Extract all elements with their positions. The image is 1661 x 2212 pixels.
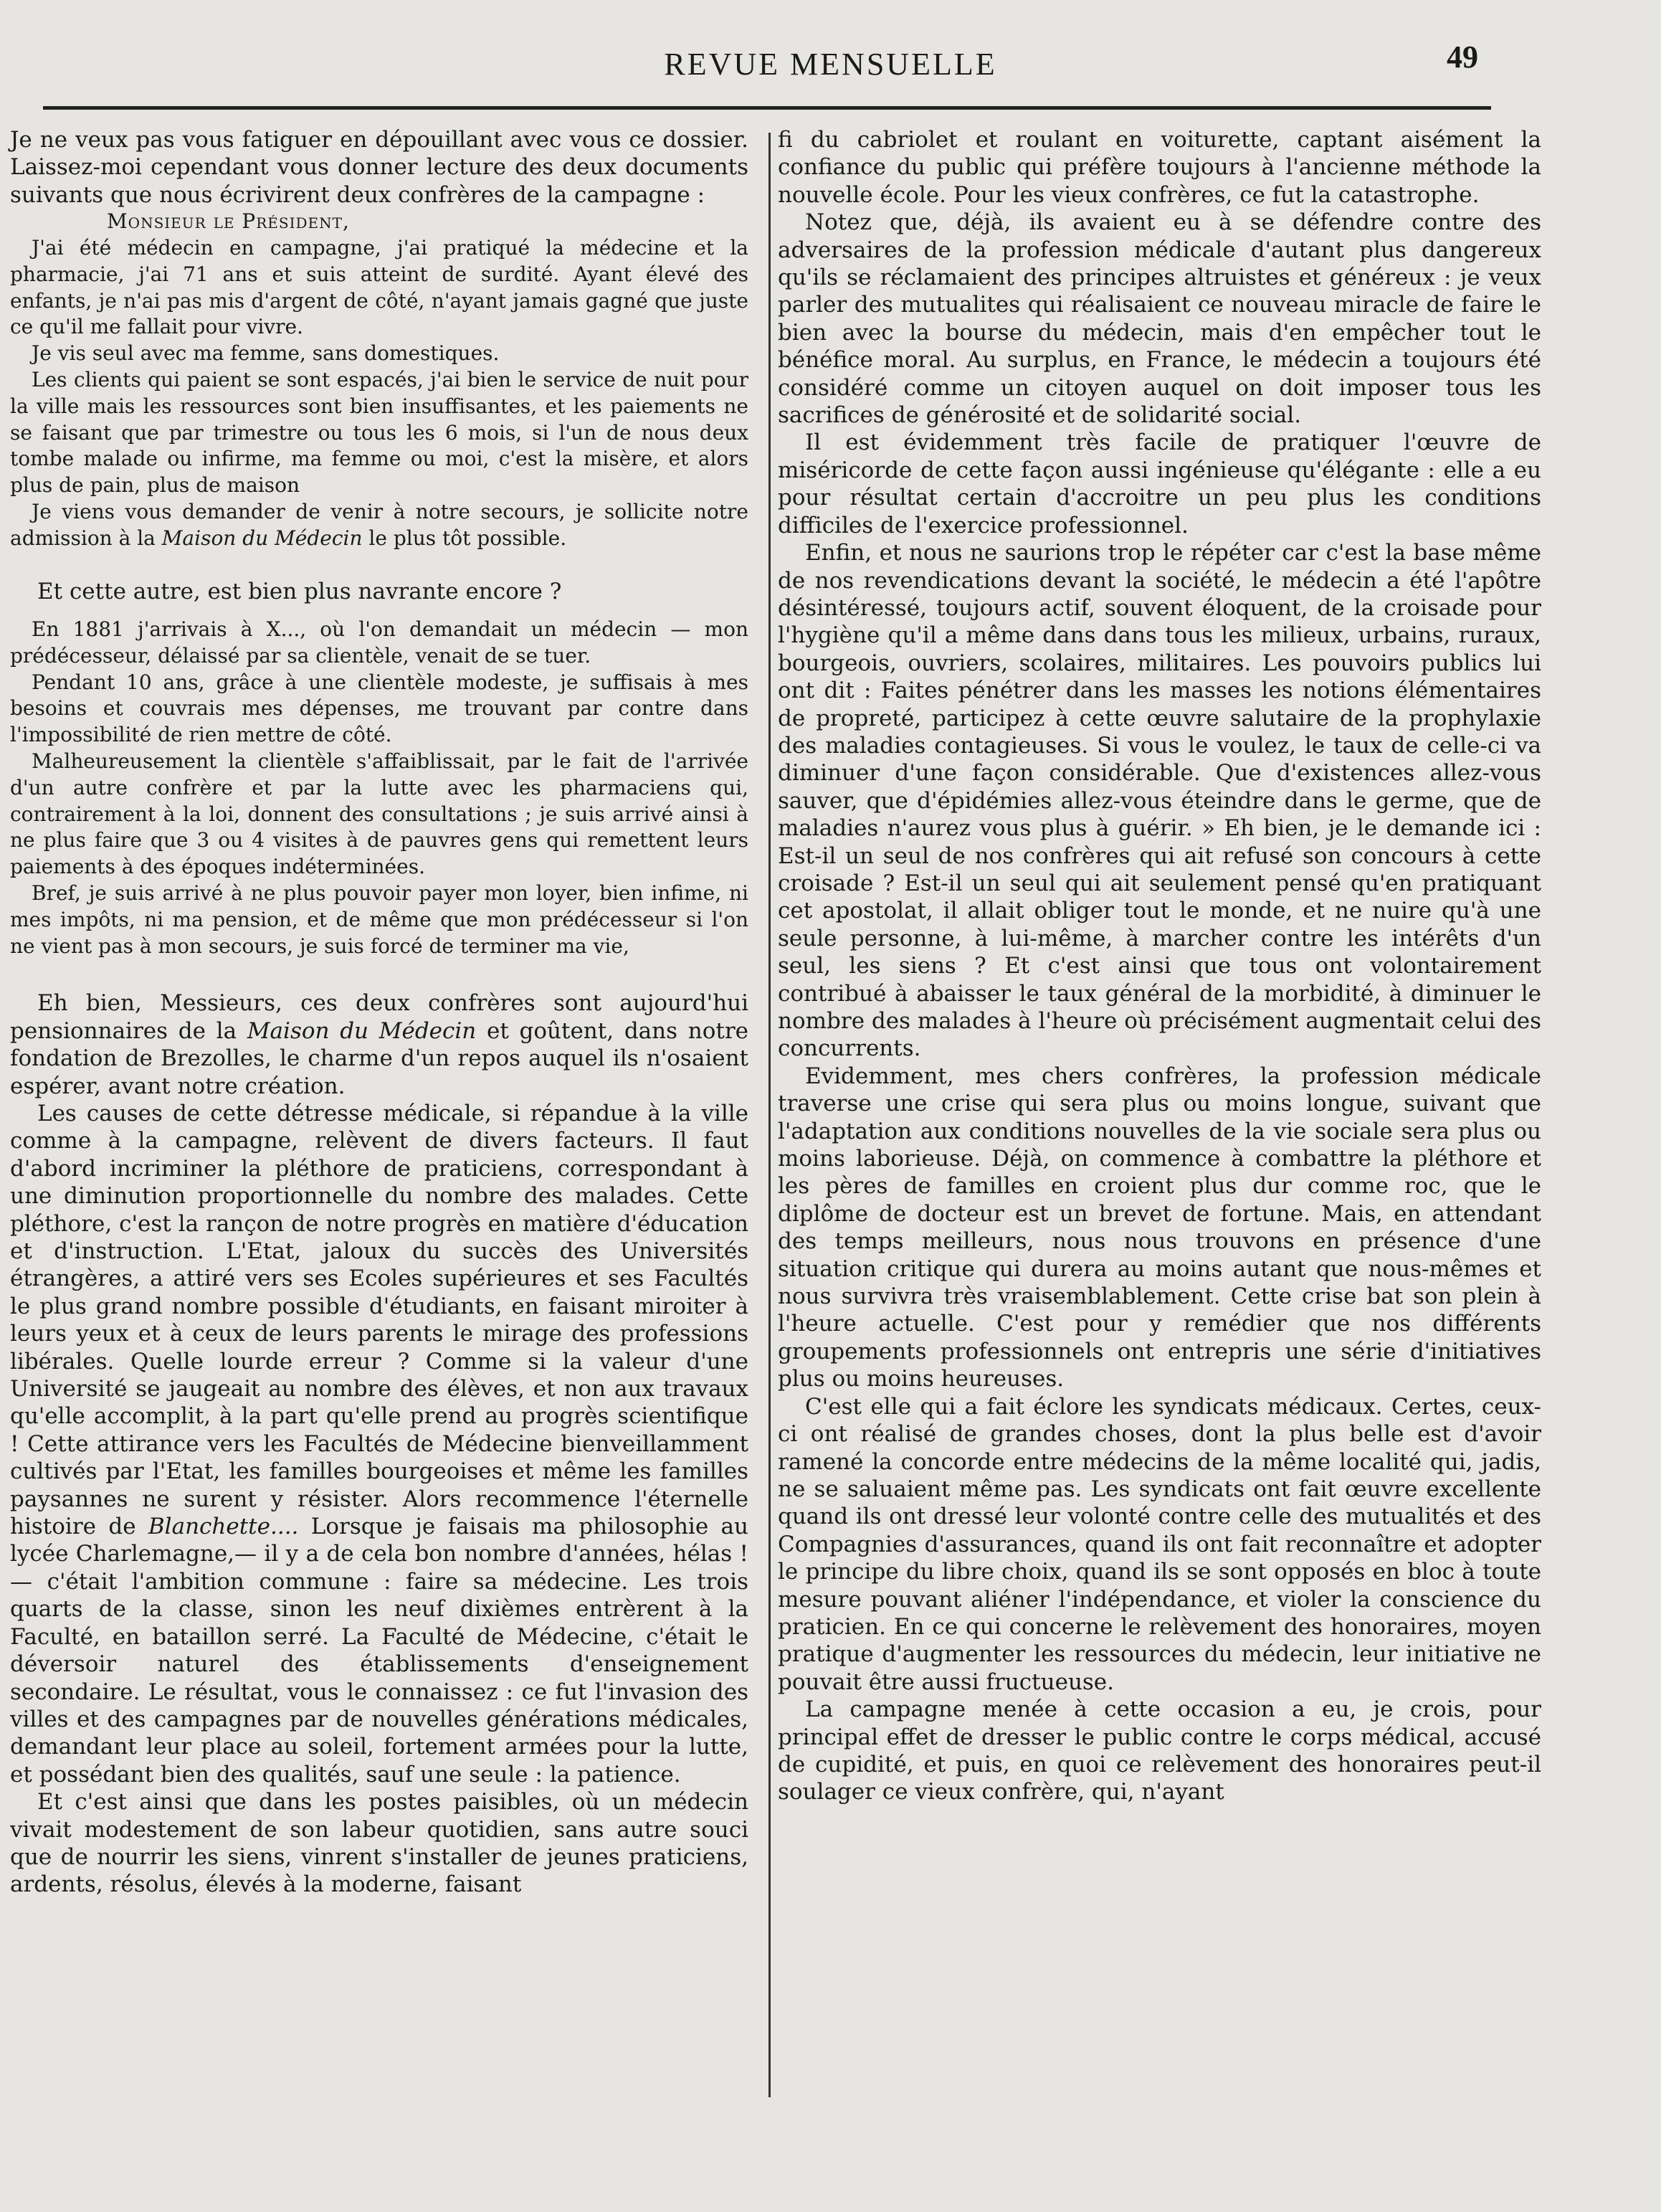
italic-title: Maison du Médecin [161, 526, 363, 550]
body-paragraph: C'est elle qui a fait éclore les syndicats médicaux. Certes, ceux-ci ont réalisé de grandes choses, dont la plus belle est d'avoir ramené la concorde entre médecins de la même localité qui, jadis, ne se saluaient même pas. Les syndicats ont fait œuvre excellente quand ils ont dressé leur volonté contre celle des mutualités et des Compagnies d'assurances, quand ils ont fait reconnaître et adopter le principe du libre choix, quand ils se sont opposés en bloc à toute mesure pouvant aliéner l'indépendance, et violer la conscience du praticien. En ce qui concerne le relèvement des honoraires, moyen pratique d'augmenter les ressources du médecin, leur initiative ne pouvait être aussi fructueuse. [778, 1393, 1541, 1695]
column-divider [768, 133, 771, 2097]
left-column [10, 126, 748, 1899]
page-number: 49 [1447, 39, 1478, 75]
letter-second [10, 617, 748, 959]
letter-paragraph: Je vis seul avec ma femme, sans domestiques. [32, 341, 500, 366]
header-rule [43, 106, 1491, 110]
body-paragraph [10, 989, 748, 1100]
right-column [778, 126, 1541, 1806]
letter-paragraph: Bref, je suis arrivé à ne plus pouvoir payer mon loyer, bien infime, ni mes impôts, ni ma pension, et de même que mon prédécesseur si l'on ne vient pas à mon secours, je suis forcé de terminer ma vie, [10, 880, 748, 958]
italic-title: Blanchette.... [148, 1514, 299, 1540]
body-paragraph [10, 1100, 748, 1788]
body-paragraph: Enfin, et nous ne saurions trop le répéter car c'est la base même de nos revendications devant la société, le médecin a été l'apôtre désintéressé, toujours actif, souvent éloquent, de la croisade pour l'hygiène qu'il a même dans dans tous les milieux, urbains, ruraux, bourgeois, ouvriers, scolaires, militaires. Les pouvoirs publics lui ont dit : Faites pénétrer dans les masses les notions élémentaires de propreté, participez à cette œuvre salutaire de la prophylaxie des maladies contagieuses. Si vous le voulez, le taux de celle-ci va diminuer d'une façon considérable. Que d'existences allez-vous sauver, que d'épidémies allez-vous éteindre dans le germe, que de maladies n'aurez vous plus à guérir. » Eh bien, je le demande ici : Est-il un seul de nos confrères qui ait refusé son concours à cette croisade ? Est-il un seul qui ait seulement pensé qu'en pratiquant cet apostolat, il allait obliger tout le monde, et ne nuire qu'à une seule personne, à lui-même, à marcher contre les intérêts d'un seul, les siens ? Et c'est ainsi que tous ont volontairement contribué à abaisser le taux général de la morbidité, à diminuer le nombre des malades à l'heure où précisément augmentait celui des concurrents. [778, 540, 1541, 1062]
italic-title: Maison du Médecin [247, 1017, 477, 1044]
body-paragraph: La campagne menée à cette occasion a eu, je crois, pour principal effet de dresser le public contre le corps médical, accusé de cupidité, et puis, en quoi ce relèvement des honoraires peut-il soulager ce vieux confrère, qui, n'ayant [778, 1696, 1541, 1805]
body-paragraph: Evidemment, mes chers confrères, la profession médicale traverse une crise qui sera plus ou moins longue, suivant que l'adaptation aux conditions nouvelles de la vie sociale sera plus ou moins laborieuse. Déjà, on commence à combattre la pléthore et les pères de familles en croient plus dur comme roc, que le diplôme de docteur est un brevet de fortune. Mais, en attendant des temps meilleurs, nous nous trouvons en présence d'une situation critique qui durera au moins autant que nous-mêmes et nous survivra très vraisemblablement. Cette crise bat son plein à l'heure actuelle. C'est pour y remédier que nos différents groupements professionnels ont entrepris une série d'initiatives plus ou moins heureuses. [778, 1063, 1541, 1392]
text-run: Je viens vous demander de venir à notre secours, je sollicite notre admission à la [10, 499, 748, 550]
running-head [0, 37, 1661, 95]
running-title: REVUE MENSUELLE [664, 47, 997, 82]
text-run: le plus tôt possible. [362, 526, 567, 550]
body-paragraph: fi du cabriolet et roulant en voiturette, captant aisément la confiance du public qui préfère toujours à l'ancienne méthode la nouvelle école. Pour les vieux confrères, ce fut la catastrophe. [778, 127, 1541, 208]
text-run: Les causes de cette détresse médicale, si répandue à la ville comme à la campagne, relèvent de divers facteurs. Il faut d'abord incriminer la pléthore de praticiens, correspondant à une diminution proportionnelle du nombre des malades. Cette pléthore, c'est la rançon de notre progrès en matière d'éducation et d'instruction. L'Etat, jaloux du succès des Universités étrangères, a attiré vers ses Ecoles supérieures et ses Facultés le plus grand nombre possible d'étudiants, en faisant miroiter à leurs yeux et à ceux de leurs parents le mirage des professions libérales. Quelle lourde erreur ? Comme si la valeur d'une Université se jaugeait au nombre des élèves, et non aux travaux qu'elle accomplit, à la part qu'elle prend au progrès scientifique ! Cette attirance vers les Facultés de Médecine bienveillamment cultivés par l'Etat, les familles bourgeoises et même les familles paysannes ne surent y résister. Alors recommence l'éternelle histoire de [10, 1100, 748, 1540]
text-run: Lorsque je faisais ma philosophie au lycée Charlemagne,— il y a de cela bon nombre d'années, hélas ! — c'était l'ambition commune : faire sa médecine. Les trois quarts de la classe, sinon les neuf dixièmes entrèrent à la Faculté, en bataillon serré. La Faculté de Médecine, c'était le déversoir naturel des établissements d'enseignement secondaire. Le résultat, vous le connaissez : ce fut l'invasion des villes et des campagnes par de nouvelles générations médicales, demandant leur place au soleil, fortement armées pour la lutte, et possédant bien des qualités, sauf une seule : la patience. [10, 1514, 748, 1788]
text-run: et goûtent, dans notre fondation de Brezolles, le charme d'un repos auquel ils n'osaient espérer, avant notre création. [10, 1017, 748, 1099]
letter-salutation: Monsieur le Président, [107, 209, 350, 234]
letter-paragraph: Malheureusement la clientèle s'affaiblissait, par le fait de l'arrivée d'un autre confrère et par la lutte avec les pharmaciens qui, contrairement à la loi, donnent des consultations ; je suis arrivé ainsi à ne plus faire que 3 ou 4 visites à de pauvres gens qui remettent leurs paiements à des époques indéterminées. [10, 749, 748, 879]
body-paragraph: Notez que, déjà, ils avaient eu à se défendre contre des adversaires de la profession médicale d'autant plus dangereux qu'ils se réclamaient des principes altruistes et généreux : je veux parler des mutualites qui réalisaient ce nouveau miracle de faire le bien avec la bourse du médecin, mais d'en empêcher tout le bénéfice moral. Au surplus, en France, le médecin a toujours été considéré comme un citoyen auquel on doit imposer tous les sacrifices de générosité et de solidarité social. [778, 209, 1541, 429]
letter-paragraph: En 1881 j'arrivais à X..., où l'on demandait un médecin — mon prédécesseur, délaissé par sa clientèle, venait de se tuer. [10, 617, 748, 668]
body-paragraph: Il est évidemment très facile de pratiquer l'œuvre de miséricorde de cette façon aussi ingénieuse qu'élégante : elle a eu pour résultat certain d'accroitre un peu plus les conditions difficiles de l'exercice professionnel. [778, 429, 1541, 538]
letter-first [10, 209, 748, 551]
letter-paragraph: J'ai été médecin en campagne, j'ai pratiqué la médecine et la pharmacie, j'ai 71 ans et suis atteint de surdité. Ayant élevé des enfants, je n'ai pas mis d'argent de côté, n'ayant jamais gagné que juste ce qu'il me fallait pour vivre. [10, 236, 748, 339]
transition-paragraph: Et cette autre, est bien plus navrante encore ? [37, 578, 562, 604]
letter-paragraph: Les clients qui paient se sont espacés, j'ai bien le service de nuit pour la ville mais les ressources sont bien insuffisantes, et les paiements ne se faisant que par trimestre ou tous les 6 mois, si l'un de nous deux tombe malade ou infirme, ma femme ou moi, c'est la misère, et alors plus de pain, plus de maison [10, 368, 748, 498]
intro-paragraph: Je ne veux pas vous fatiguer en dépouillant avec vous ce dossier. Laissez-moi cependant vous donner lecture des deux documents suivants que nous écrivirent deux confrères de la campagne : [10, 127, 748, 208]
letter-paragraph [10, 499, 748, 552]
letter-paragraph: Pendant 10 ans, grâce à une clientèle modeste, je suffisais à mes besoins et couvrais mes dépenses, me trouvant par contre dans l'impossibilité de rien mettre de côté. [10, 670, 748, 747]
text-run: Eh bien, Messieurs, ces deux confrères sont aujourd'hui pensionnaires de la [10, 990, 748, 1044]
body-paragraph: Et c'est ainsi que dans les postes paisibles, où un médecin vivait modestement de son labeur quotidien, sans autre souci que de nourrir les siens, vinrent s'installer de jeunes praticiens, ardents, résolus, élevés à la moderne, faisant [10, 1789, 748, 1898]
